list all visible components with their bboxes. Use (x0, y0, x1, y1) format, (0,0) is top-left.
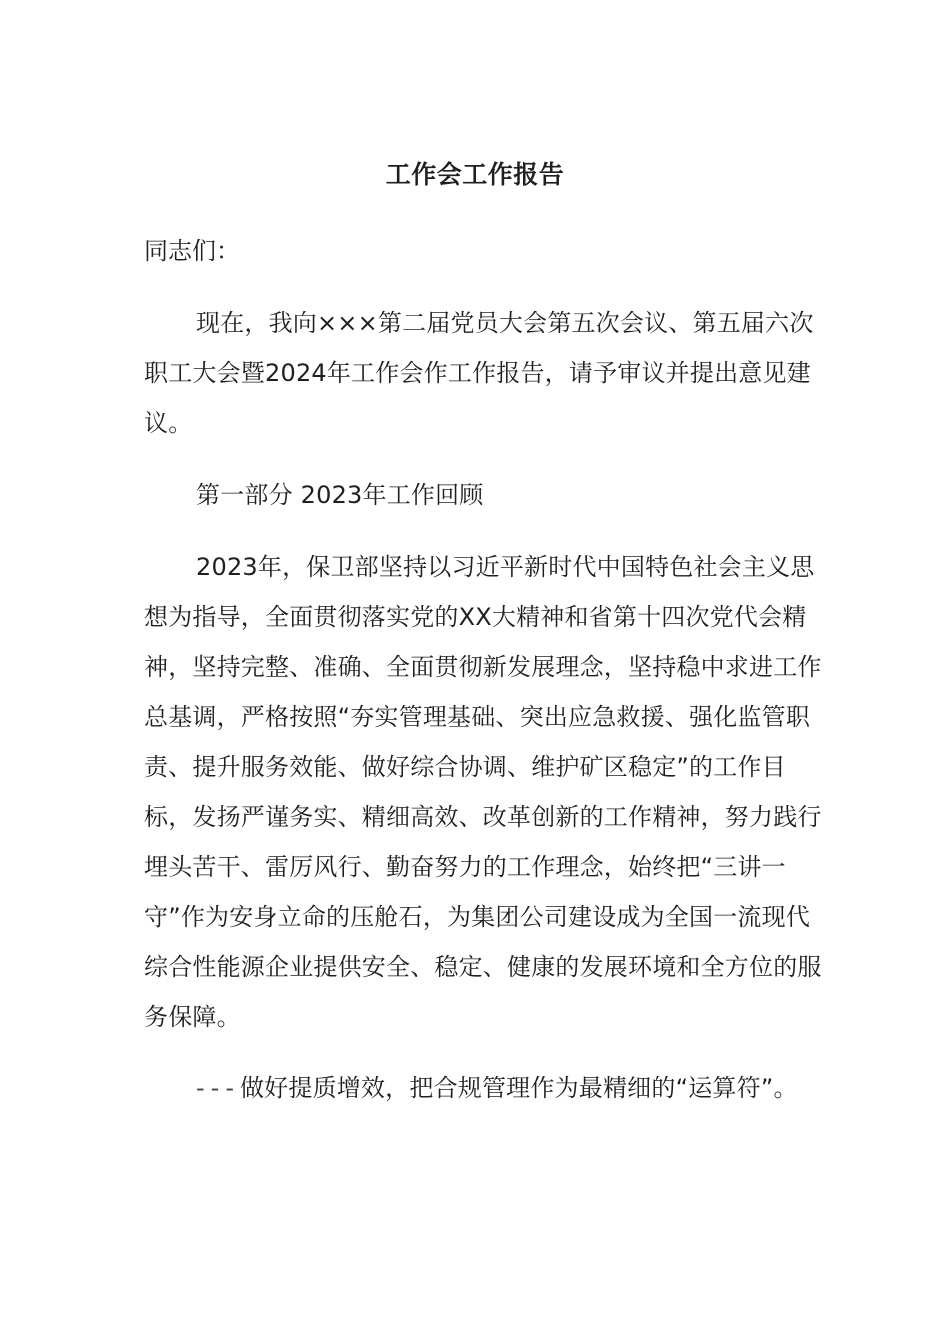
document-title: 工作会工作报告 (385, 160, 565, 189)
subsection-item (144, 1063, 828, 1113)
paragraph-review: 2023年，保卫部坚持以习近平新时代中国特色社会主义思想为指导，全面贯彻落实党的XX大精神和省第十四次党代会精神，坚持完整、准确、全面贯彻新发展理念，坚持稳中求进工作总基调，严格按照“夯实管理基础、突出应急救援、强化监管职责、提升服务效能、做好综合协调、维护矿区稳定”的工作目标，发扬严谨务实、精细高效、改革创新的工作精神，努力践行埋头苦干、雷厉风行、勤奋努力的工作理念，始终把“三讲一守”作为安身立命的压舱石，为集团公司建设成为全国一流现代综合性能源企业提供安全、稳定、健康的发展环境和全方位的服务保障。 (144, 553, 822, 1031)
subsection-text: 做好提质增效，把合规管理作为最精细的“运算符”。 (239, 1074, 798, 1102)
salutation: 同志们： (144, 237, 240, 265)
dash-prefix: --- (196, 1074, 240, 1102)
paragraph-intro: 现在，我向×××第二届党员大会第五次会议、第五届六次职工大会暨2024年工作会作工作报告，请予审议并提出意见建议。 (144, 309, 814, 437)
section-heading: 第一部分 2023年工作回顾 (196, 481, 484, 509)
